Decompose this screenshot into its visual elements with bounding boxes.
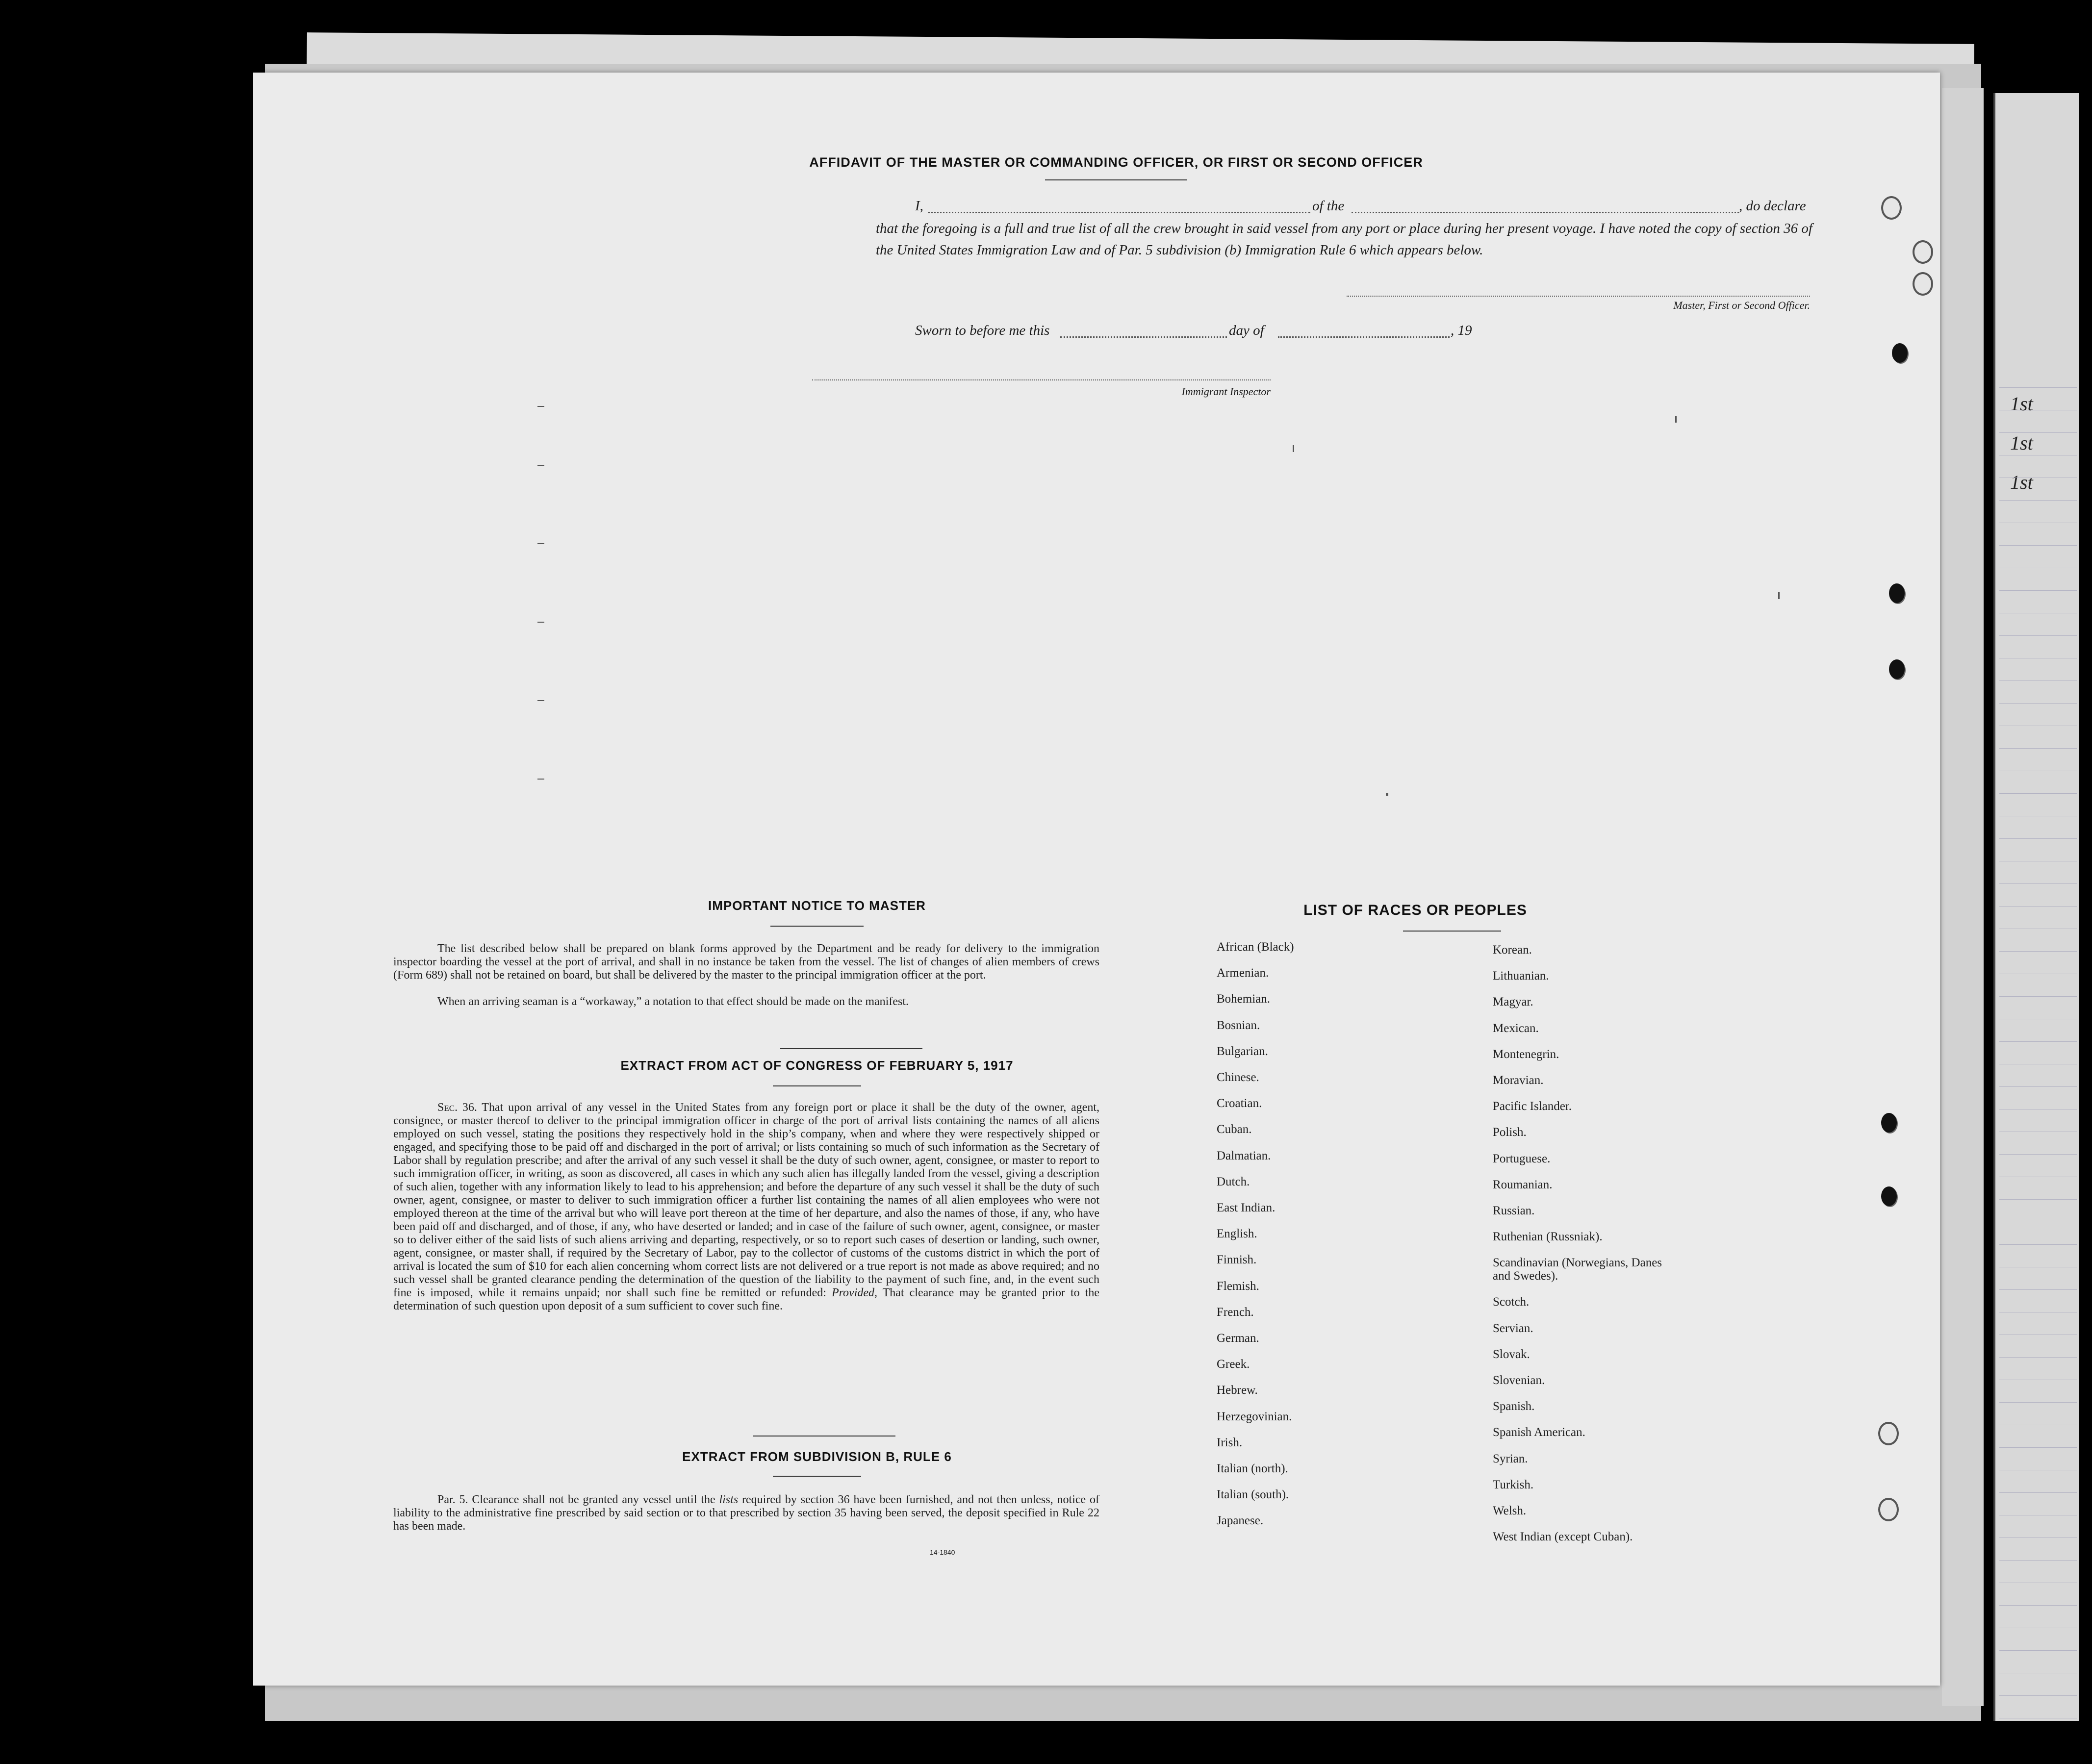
punch-hole — [1881, 1113, 1897, 1133]
stray-mark — [537, 543, 544, 544]
race-item: German. — [1217, 1332, 1259, 1345]
stray-mark — [1386, 793, 1388, 796]
race-item: Irish. — [1217, 1436, 1243, 1449]
ledger-ruling — [1999, 1154, 2077, 1155]
race-item: Slovak. — [1493, 1347, 1530, 1361]
ledger-ruling — [1999, 1447, 2077, 1448]
race-item: African (Black) — [1217, 940, 1294, 954]
extract-act-title: EXTRACT FROM ACT OF CONGRESS OF FEBRUARY 5, 1917 — [620, 1058, 1014, 1073]
ledger-ruling — [1999, 793, 2077, 794]
race-item: Spanish. — [1493, 1400, 1535, 1413]
races-title: LIST OF RACES OR PEOPLES — [1303, 902, 1527, 918]
adjacent-page-edge — [1942, 88, 1984, 1706]
punch-hole-ring — [1913, 272, 1933, 296]
vessel-field[interactable] — [1352, 212, 1739, 213]
affidavit-do-declare: , do declare — [1739, 198, 1806, 214]
ledger-ruling — [1999, 432, 2077, 433]
affidavit-body: that the foregoing is a full and true list of all the crew brought in said vessel from any port or place during her present voyage. I have noted the copy of section 36 of the United States Immigration Law and of Par. 5 subdivision (b) Immigration Rule 6 which appears below. — [876, 221, 1812, 258]
ledger-ruling — [1999, 1357, 2077, 1358]
ledger-ruling — [1999, 1537, 2077, 1538]
divider — [773, 1476, 861, 1477]
race-item: Spanish American. — [1493, 1426, 1585, 1439]
punch-hole — [1892, 343, 1908, 363]
sworn-line — [876, 320, 1812, 341]
stray-mark — [537, 465, 544, 466]
divider — [773, 1085, 861, 1086]
race-item: Korean. — [1493, 943, 1532, 957]
sworn-day-of: day of — [1229, 323, 1264, 338]
race-item: Lithuanian. — [1493, 969, 1549, 983]
punch-hole-ring — [1878, 1498, 1899, 1521]
form-number: 14-1840 — [930, 1548, 955, 1556]
ledger-ruling — [1999, 906, 2077, 907]
ledger-ruling — [1999, 1041, 2077, 1042]
stray-mark — [1778, 592, 1780, 599]
ledger-ruling — [1999, 838, 2077, 839]
extract-act-body: Sec. 36. That upon arrival of any vessel in the United States from any foreign port or place it shall be the duty of the owner, agent, consignee, or master thereof to deliver to the principal immigration officer in charge of the port of arrival lists containing the names of all aliens employed on such vessel, stating the positions they respectively hold in the ship’s company, when and where they were respectively shipped or engaged, and specifying those to be paid off and discharged in the port of arrival; or lists containing so much of such information as the Secretary of Labor shall by regulation prescribe; and after the arrival of any such vessel it shall be the duty of such owner, agent, consignee, or master to report to such immigration officer, in writing, as soon as discovered, all cases in which any such alien has illegally landed from the vessel, giving a description of such alien, together with any information likely to lead to his apprehension; and before the departure of any such vessel it shall be the duty of such owner, agent, consignee, or master to deliver to such immigration officer a further list containing the names of all alien employees who were not employed thereon at the time of the arrival but who will leave port thereon at the time of her departure, and also the names of those, if any, who have been paid off and discharged, and of those, if any, who have deserted or landed; and in case of the failure of such owner, agent, consignee, or master so to deliver either of the said lists of such aliens arriving and departing, respectively, or so to report such cases of desertion or landing, such owner, agent, consignee, or master shall, if required by the Secretary of Labor, pay to the collector of customs of the customs district in which the port of arrival is located the sum of $10 for each alien concerning whom correct lists are not delivered or a true report is not made as above required; and no such vessel shall be granted clearance pending the determination of the question of the liability to the payment of such fine, and, in the event such fine is imposed, while it remains unpaid; nor shall such fine be remitted or refunded: Provided, That clearance may be granted prior to the determination of such question upon deposit of a sum sufficient to cover such fine. — [393, 1101, 1099, 1312]
race-item: Scotch. — [1493, 1295, 1530, 1309]
divider — [780, 1048, 922, 1049]
race-item: English. — [1217, 1227, 1257, 1241]
affidavit-i: I, — [915, 198, 923, 214]
stray-mark — [537, 406, 544, 407]
race-item: Polish. — [1493, 1126, 1527, 1139]
ledger-ruling — [1999, 1199, 2077, 1200]
race-item: Hebrew. — [1217, 1384, 1258, 1397]
race-item: Moravian. — [1493, 1074, 1544, 1087]
sworn-month-field[interactable] — [1278, 336, 1450, 338]
race-item: Japanese. — [1217, 1514, 1264, 1528]
ledger-ruling — [1999, 1289, 2077, 1290]
race-item: Turkish. — [1493, 1478, 1534, 1491]
race-item: Mexican. — [1493, 1021, 1539, 1035]
race-item: Magyar. — [1493, 995, 1533, 1009]
race-item: French. — [1217, 1305, 1254, 1319]
margin-note: 1st — [2010, 432, 2033, 454]
race-item: Greek. — [1217, 1358, 1250, 1371]
race-item: Bohemian. — [1217, 992, 1271, 1006]
ledger-ruling — [1999, 545, 2077, 546]
affidavit-of-the: of the — [1312, 198, 1345, 214]
race-item: Croatian. — [1217, 1097, 1262, 1110]
race-item: Flemish. — [1217, 1279, 1259, 1293]
race-item: East Indian. — [1217, 1201, 1276, 1214]
name-field[interactable] — [928, 212, 1310, 213]
ledger-ruling — [1999, 1244, 2077, 1245]
race-item: Italian (north). — [1217, 1462, 1288, 1475]
divider — [770, 926, 864, 927]
signature-line[interactable] — [1347, 296, 1810, 297]
affidavit-line-1 — [876, 195, 1812, 217]
race-item: Armenian. — [1217, 966, 1269, 980]
race-item: Scandinavian (Norwegians, Danes and Swedes). — [1493, 1256, 1662, 1283]
race-item: Syrian. — [1493, 1452, 1528, 1465]
document-page — [253, 73, 1940, 1686]
sworn-day-field[interactable] — [1060, 336, 1227, 338]
ledger-ruling — [1999, 1695, 2077, 1696]
race-item: Cuban. — [1217, 1123, 1252, 1136]
extract-rule-body: Par. 5. Clearance shall not be granted any vessel until the lists required by section 36 have been furnished, and not then unless, notice of liability to the administrative fine prescribed by said section or to that prescribed by section 35 having been served, the deposit specified in Rule 22 has been made. — [393, 1493, 1099, 1533]
ledger-ruling — [1999, 590, 2077, 591]
sworn-prefix: Sworn to before me this — [915, 323, 1050, 338]
stray-mark — [537, 779, 544, 780]
race-item: Dalmatian. — [1217, 1149, 1271, 1162]
ledger-ruling — [1999, 680, 2077, 681]
punch-hole-ring — [1881, 196, 1902, 220]
race-item: Welsh. — [1493, 1504, 1527, 1517]
race-item: Slovenian. — [1493, 1374, 1545, 1387]
ledger-ruling — [1999, 951, 2077, 952]
race-item: Portuguese. — [1493, 1152, 1551, 1165]
race-item: Herzegovinian. — [1217, 1410, 1292, 1423]
ledger-ruling — [1999, 1086, 2077, 1087]
ledger-ruling — [1999, 703, 2077, 704]
stray-mark — [1675, 416, 1677, 423]
race-item: Roumanian. — [1493, 1178, 1553, 1191]
margin-note: 1st — [2010, 393, 2033, 415]
ledger-ruling — [1999, 1492, 2077, 1493]
punch-hole — [1889, 659, 1905, 679]
race-item: Italian (south). — [1217, 1488, 1289, 1502]
race-item: Ruthenian (Russniak). — [1493, 1230, 1603, 1244]
ledger-ruling — [1999, 635, 2077, 636]
stray-mark — [537, 622, 544, 623]
margin-note: 1st — [2010, 471, 2033, 493]
divider — [1045, 179, 1187, 180]
sworn-year: , 19 — [1451, 323, 1472, 338]
race-item: Bosnian. — [1217, 1018, 1260, 1032]
punch-hole-ring — [1913, 240, 1933, 264]
race-item: Pacific Islander. — [1493, 1100, 1572, 1113]
divider — [1403, 931, 1501, 932]
race-item: Russian. — [1493, 1204, 1535, 1217]
punch-hole — [1881, 1186, 1897, 1206]
stray-mark — [537, 700, 544, 701]
ledger-ruling — [1999, 1605, 2077, 1606]
ledger-ruling — [1999, 1650, 2077, 1651]
stray-mark — [1293, 445, 1294, 452]
ledger-ruling — [1999, 1560, 2077, 1561]
race-item: Finnish. — [1217, 1253, 1257, 1267]
ledger-ruling — [1999, 883, 2077, 884]
race-item: West Indian (except Cuban). — [1493, 1530, 1633, 1544]
notice-para-1: The list described below shall be prepared on blank forms approved by the Department and be ready for delivery to the immigration inspector boarding the vessel at the port of arrival, and shall in no instance be taken from the vessel. The list of changes of alien members of crews (Form 689) shall not be retained on board, but shall be delivered by the master to the principal immigration officer at the port. — [393, 942, 1099, 982]
race-item: Bulgarian. — [1217, 1044, 1268, 1058]
extract-rule-title: EXTRACT FROM SUBDIVISION B, RULE 6 — [682, 1449, 952, 1464]
inspector-caption: Immigrant Inspector — [1181, 385, 1271, 398]
race-item: Dutch. — [1217, 1175, 1250, 1188]
punch-hole — [1889, 583, 1905, 603]
ledger-ruling — [1999, 1402, 2077, 1403]
ledger-ruling — [1999, 996, 2077, 997]
inspector-signature-line[interactable] — [812, 379, 1271, 380]
punch-hole-ring — [1878, 1422, 1899, 1445]
race-item: Montenegrin. — [1493, 1047, 1559, 1061]
race-item: Chinese. — [1217, 1071, 1259, 1084]
notice-para-2: When an arriving seaman is a “workaway,” a notation to that effect should be made on the manifest. — [437, 995, 909, 1008]
ledger-ruling — [1999, 500, 2077, 501]
ledger-ruling — [1999, 387, 2077, 388]
notice-title: IMPORTANT NOTICE TO MASTER — [708, 898, 926, 913]
affidavit-title: AFFIDAVIT OF THE MASTER OR COMMANDING OFFICER, OR FIRST OR SECOND OFFICER — [809, 155, 1423, 170]
adjacent-ledger-page — [1993, 93, 2079, 1721]
signature-caption: Master, First or Second Officer. — [1673, 299, 1810, 311]
section-label: Sec. 36. — [437, 1101, 477, 1114]
race-item: Servian. — [1493, 1321, 1533, 1335]
ledger-ruling — [1999, 748, 2077, 749]
